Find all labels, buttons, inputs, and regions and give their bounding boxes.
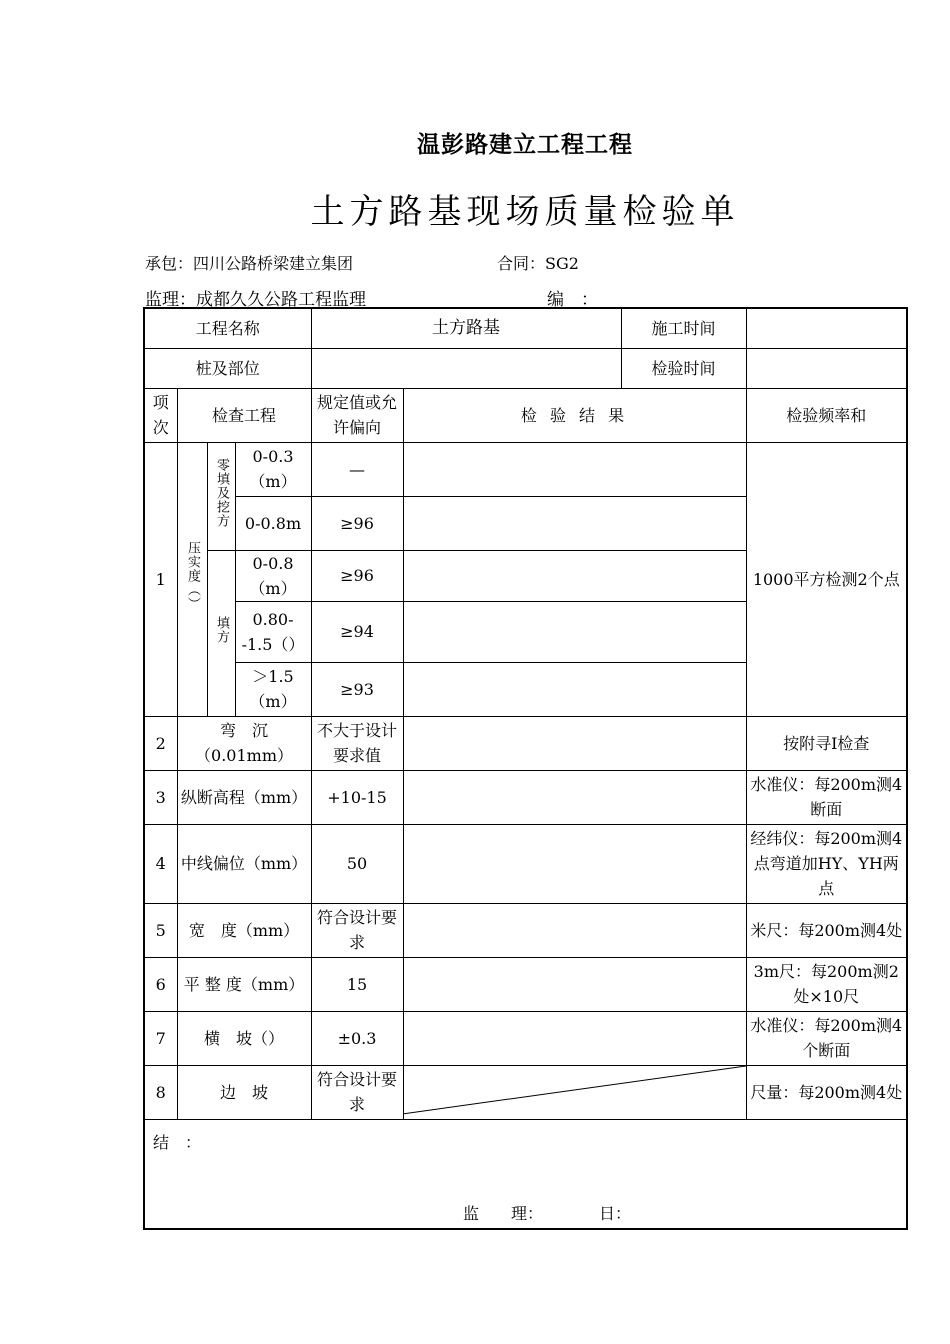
- item-frequency: 3m尺：每200m测2处×10尺: [746, 957, 907, 1011]
- spec-cell: —: [311, 442, 403, 496]
- result-cell[interactable]: [403, 770, 746, 824]
- spec-cell: ≥96: [311, 496, 403, 550]
- col-spec: 规定值或允许偏向: [311, 388, 403, 442]
- item-spec: 50: [311, 824, 403, 903]
- result-cell[interactable]: [403, 824, 746, 903]
- result-cell[interactable]: [403, 716, 746, 770]
- item-frequency: 经纬仪：每200m测4点弯道加HY、YH两点: [746, 824, 907, 903]
- item-spec: 不大于设计要求值: [311, 716, 403, 770]
- number-label: 编 ：: [547, 290, 598, 310]
- compaction-row-1: [144, 442, 907, 496]
- item-row: [144, 1065, 907, 1119]
- result-cell[interactable]: [403, 442, 746, 496]
- result-cell[interactable]: [403, 496, 746, 550]
- item-name: 横 坡（）: [177, 1011, 311, 1065]
- item-spec: 符合设计要求: [311, 903, 403, 957]
- item-name: 边 坡: [177, 1065, 311, 1119]
- item-no: 7: [144, 1011, 177, 1065]
- supervisor-signature: 监 理： 日：: [463, 1204, 632, 1223]
- project-name-value[interactable]: 土方路基: [311, 308, 621, 348]
- item-no: 5: [144, 903, 177, 957]
- project-name-row: [144, 308, 907, 348]
- result-cell-crossed: [403, 1065, 746, 1119]
- col-frequency: 检验频率和: [746, 388, 907, 442]
- col-check-item: 检查工程: [177, 388, 311, 442]
- item-no: 6: [144, 957, 177, 1011]
- compaction-sub2: [207, 550, 235, 716]
- item-name: 宽 度（mm）: [177, 903, 311, 957]
- item-row: [144, 1011, 907, 1065]
- supervisor-label: 监理：成都久久公路工程监理: [145, 290, 366, 310]
- result-cell[interactable]: [403, 662, 746, 716]
- item-frequency: 米尺：每200m测4处: [746, 903, 907, 957]
- item-spec: ±0.3: [311, 1011, 403, 1065]
- col-item-no: 项次: [144, 388, 177, 442]
- diagonal-strike-line: [404, 1066, 746, 1119]
- item-no: 4: [144, 824, 177, 903]
- compaction-frequency: 1000平方检测2个点: [746, 442, 907, 716]
- item-frequency: 水准仪：每200m测4个断面: [746, 1011, 907, 1065]
- depth-cell: 0-0.8m: [235, 496, 311, 550]
- depth-cell: 0.80--1.5（）: [235, 601, 311, 662]
- item-frequency: 尺量：每200m测4处: [746, 1065, 907, 1119]
- contract-label: 合同：SG2: [497, 254, 579, 273]
- compaction-sub1-label: 零填及挖方: [214, 457, 229, 528]
- item-name: 纵断高程（mm）: [177, 770, 311, 824]
- item-row: [144, 957, 907, 1011]
- item-no: 3: [144, 770, 177, 824]
- compaction-sub2-label: 填方: [214, 615, 229, 644]
- item-row: [144, 770, 907, 824]
- item-name: 平 整 度（mm）: [177, 957, 311, 1011]
- depth-cell: 0-0.8（m）: [235, 550, 311, 601]
- item-name: 弯 沉（0.01mm）: [177, 716, 311, 770]
- compaction-no: 1: [144, 442, 177, 716]
- project-name-label: 工程名称: [144, 308, 311, 348]
- form-title: 土方路基现场质量检验单: [310, 192, 740, 232]
- construction-time-label: 施工时间: [621, 308, 746, 348]
- conclusion-cell[interactable]: [144, 1119, 907, 1229]
- column-header-row: [144, 388, 907, 442]
- item-frequency: 按附寻I检查: [746, 716, 907, 770]
- inspection-table: [143, 307, 908, 1230]
- item-frequency: 水准仪：每200m测4断面: [746, 770, 907, 824]
- compaction-group: [177, 442, 207, 716]
- depth-cell: ＞1.5（m）: [235, 662, 311, 716]
- item-name: 中线偏位（mm）: [177, 824, 311, 903]
- item-row: [144, 716, 907, 770]
- conclusion-row: [144, 1119, 907, 1229]
- station-label: 桩及部位: [144, 348, 311, 388]
- spec-cell: ≥94: [311, 601, 403, 662]
- item-row: [144, 824, 907, 903]
- item-no: 2: [144, 716, 177, 770]
- result-cell[interactable]: [403, 1011, 746, 1065]
- contractor-label: 承包：四川公路桥梁建立集团: [145, 254, 354, 273]
- result-cell[interactable]: [403, 601, 746, 662]
- item-no: 8: [144, 1065, 177, 1119]
- item-spec: 符合设计要求: [311, 1065, 403, 1119]
- station-row: [144, 348, 907, 388]
- item-spec: +10-15: [311, 770, 403, 824]
- depth-cell: 0-0.3（m）: [235, 442, 311, 496]
- compaction-group-label: 压实度（）: [185, 540, 200, 611]
- compaction-sub1: [207, 442, 235, 550]
- conclusion-label: 结 ：: [153, 1132, 202, 1152]
- spec-cell: ≥93: [311, 662, 403, 716]
- inspection-time-label: 检验时间: [621, 348, 746, 388]
- document-title: 温彭路建立工程工程: [417, 131, 633, 158]
- col-result: 检 验 结 果: [403, 388, 746, 442]
- construction-time-value[interactable]: [746, 308, 907, 348]
- result-cell[interactable]: [403, 903, 746, 957]
- item-row: [144, 903, 907, 957]
- result-cell[interactable]: [403, 550, 746, 601]
- item-spec: 15: [311, 957, 403, 1011]
- station-value[interactable]: [311, 348, 621, 388]
- inspection-time-value[interactable]: [746, 348, 907, 388]
- result-cell[interactable]: [403, 957, 746, 1011]
- spec-cell: ≥96: [311, 550, 403, 601]
